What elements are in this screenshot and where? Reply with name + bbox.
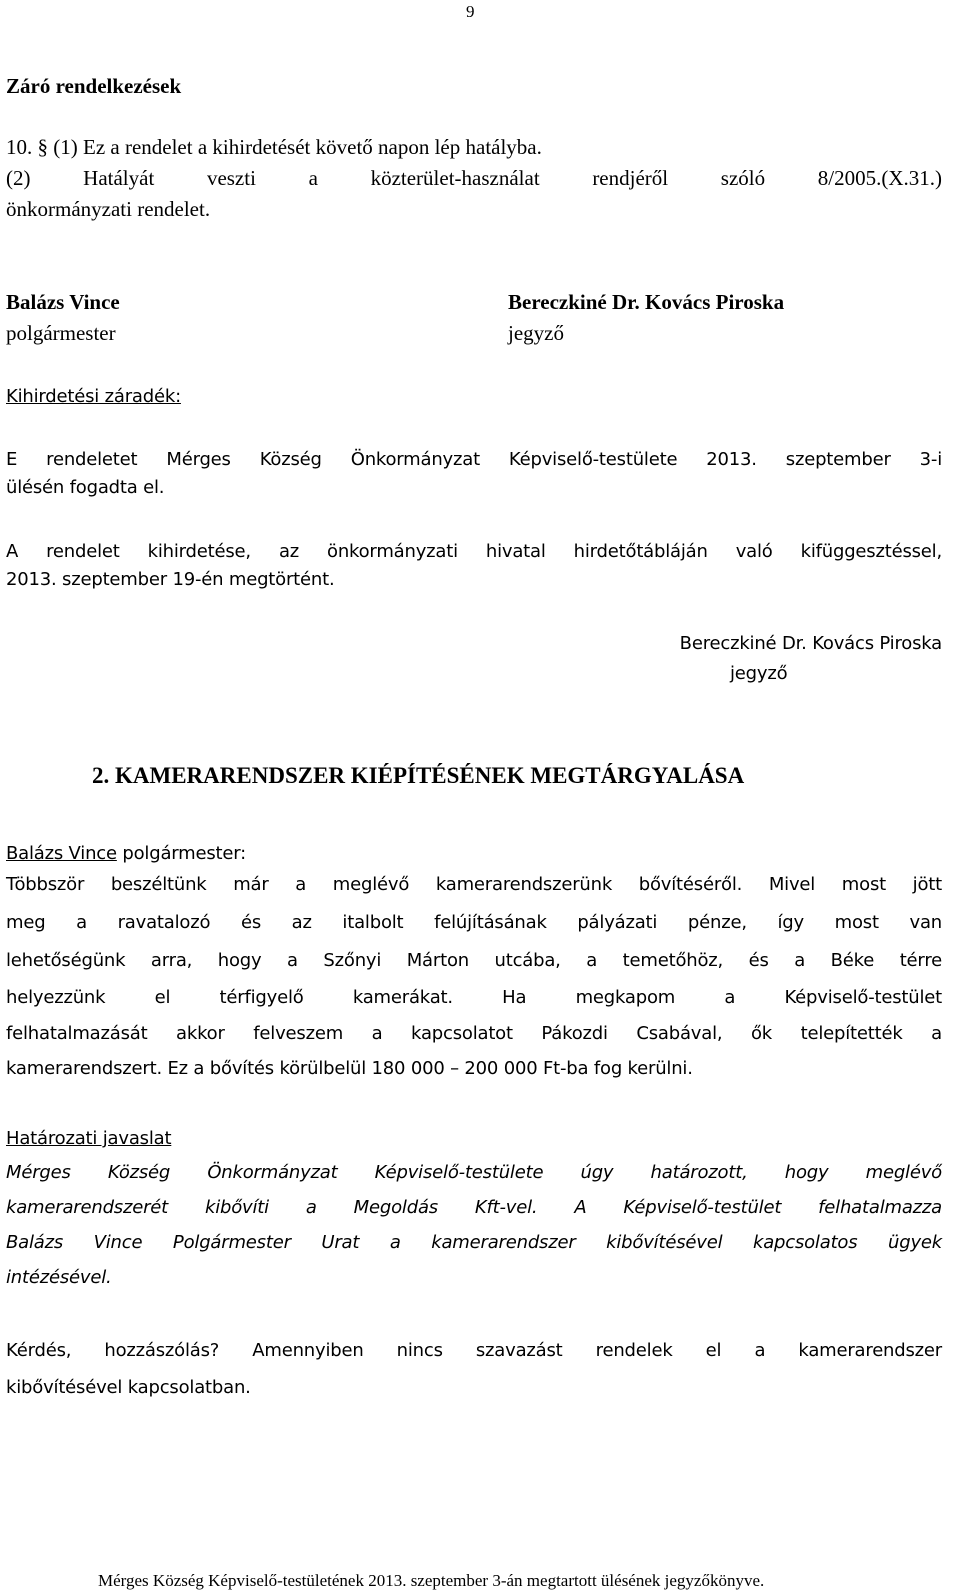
question-line-2: kibővítésével kapcsolatban. — [6, 1377, 251, 1398]
agenda-line-1: Többször beszéltünk már a meglévő kamerarendszerünk bővítéséről. Mivel most jött — [6, 874, 942, 895]
agenda-line-2: meg a ravatalozó és az italbolt felújításának pályázati pénze, így most van — [6, 912, 942, 933]
closing-line-3: önkormányzati rendelet. — [6, 197, 211, 221]
closing-line-1: 10. § (1) Ez a rendelet a kihirdetését követő napon lép hatályba. — [6, 135, 542, 159]
speaker-name: Balázs Vince — [6, 843, 117, 864]
signature-right-name: Bereczkiné Dr. Kovács Piroska — [508, 290, 785, 314]
agenda-heading: 2. KAMERARENDSZER KIÉPÍTÉSÉNEK MEGTÁRGYALÁSA — [92, 763, 745, 788]
signature-right-title: jegyző — [508, 321, 564, 345]
agenda-line-6: kamerarendszert. Ez a bővítés körülbelül 180 000 – 200 000 Ft-ba fog kerülni. — [6, 1058, 693, 1079]
clause-heading: Kihirdetési záradék: — [6, 386, 181, 407]
resolution-line-4: intézésével. — [6, 1267, 112, 1288]
clause-sign-name: Bereczkiné Dr. Kovács Piroska — [679, 633, 942, 654]
question-line-1: Kérdés, hozzászólás? Amennyiben nincs szavazást rendelek el a kamerarendszer — [6, 1340, 942, 1361]
resolution-line-2: kamerarendszerét kibővíti a Megoldás Kft-vel. A Képviselő-testület felhatalmazza — [6, 1197, 942, 1218]
agenda-line-5: felhatalmazását akkor felveszem a kapcsolatot Pákozdi Csabával, ők telepítették a — [6, 1023, 942, 1044]
agenda-line-4: helyezzünk el térfigyelő kamerákat. Ha megkapom a Képviselő-testület — [6, 987, 942, 1008]
clause-p1-line-1: E rendeletet Mérges Község Önkormányzat Képviselő-testülete 2013. szeptember 3-i — [6, 449, 942, 470]
clause-p2-line-1: A rendelet kihirdetése, az önkormányzati hivatal hirdetőtábláján való kifüggesztéssel, — [6, 541, 942, 562]
closing-line-2: (2) Hatályát veszti a közterület-használat rendjéről szóló 8/2005.(X.31.) — [6, 166, 942, 190]
signature-left-title: polgármester — [6, 321, 116, 345]
clause-sign-title: jegyző — [730, 663, 788, 684]
clause-p2-line-2: 2013. szeptember 19-én megtörtént. — [6, 569, 335, 590]
page-footer: Mérges Község Képviselő-testületének 2013. szeptember 3-án megtartott ülésének jegyzőkönyve. — [98, 1571, 765, 1590]
agenda-speaker — [6, 843, 246, 864]
speaker-role: polgármester: — [116, 843, 247, 864]
resolution-heading: Határozati javaslat — [6, 1128, 172, 1149]
clause-p1-line-2: ülésén fogadta el. — [6, 477, 165, 498]
signature-left-name: Balázs Vince — [6, 290, 120, 314]
resolution-line-1: Mérges Község Önkormányzat Képviselő-testülete úgy határozott, hogy meglévő — [6, 1162, 942, 1183]
agenda-line-3: lehetőségünk arra, hogy a Szőnyi Márton utcába, a temetőhöz, és a Béke térre — [6, 950, 942, 971]
page-number: 9 — [466, 2, 475, 21]
closing-heading: Záró rendelkezések — [6, 74, 182, 98]
resolution-line-3: Balázs Vince Polgármester Urat a kamerarendszer kibővítésével kapcsolatos ügyek — [6, 1232, 942, 1253]
